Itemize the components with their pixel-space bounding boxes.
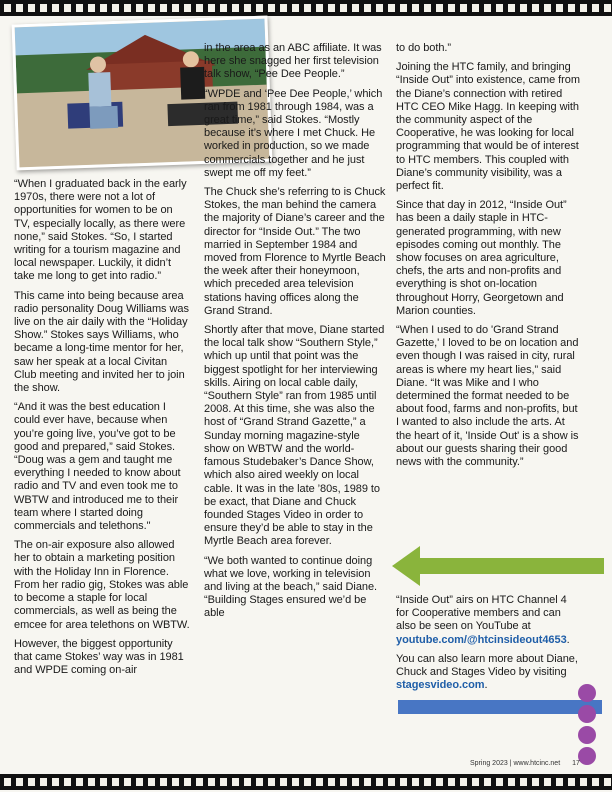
- sidebar-paragraph: “Inside Out” airs on HTC Channel 4 for Cooperative members and can also be seen on YouTube at youtube.com/@htcinsideout4653.: [396, 594, 570, 646]
- sidebar-text: You can also learn more about Diane, Chuck and Stages Video by visiting: [396, 652, 578, 679]
- sidebar-info: [396, 594, 582, 698]
- green-arrow-graphic: [392, 546, 604, 586]
- paragraph: “And it was the best education I could ever have, because when you’re going live, you’ve got to be good and prepared,” said Stokes. “Doug was a gem and taught me everything I needed to know about radio and TV and even took me to WBTW and introduced me to their team where I started doing commercials and telethons.": [14, 401, 181, 533]
- sidebar-paragraph: You can also learn more about Diane, Chuck and Stages Video by visiting stagesvideo.com.: [396, 652, 578, 692]
- filmstrip-bottom-border: [0, 774, 612, 790]
- paragraph: in the area as an ABC affiliate. It was here she snagged her first television talk show, “Pee Dee People.”: [204, 42, 382, 81]
- paragraph: Joining the HTC family, and bringing “Inside Out” into existence, came from the Diane’s connection with retired HTC CEO Mike Hagg. In keeping with the community aspect of the Cooperative, he was looking for local programming that would be of interest to HTC members. This coupled with Diane’s community visibility, was a perfect fit.: [396, 61, 580, 193]
- paragraph: “We both wanted to continue doing what we love, working in television and living at the beach,” said Diane. “Building Stages ensured we’d be able: [204, 554, 378, 620]
- paragraph: However, the biggest opportunity that came Stokes’ way was in 1981 and WPDE coming on-air: [14, 637, 184, 677]
- paragraph: The on-air exposure also allowed her to obtain a marketing position with the Holiday Inn in Florence. From her radio gig, Stokes was able to become a staple for local commercials, as well as being the emcee for area telethons on WBTW.: [14, 539, 190, 631]
- paragraph: Shortly after that move, Diane started the local talk show “Southern Style,” which up until that point was the biggest spotlight for her interviewing skills. Airing on local cable daily, “Southern Style” ran from 1985 until 2008. At this time, she was also the host of “Grand Strand Gazette,” a Sunday morning magazine-style show on WBTW and the world-famous Studebaker’s Dance Show, which also aired weekly on local cable. It was in the late ’80s, 1989 to be exact, that Diane and Chuck founded Stages Video in order to ensure they’d be able to stay in the Myrtle Beach area forever.: [204, 324, 385, 548]
- sidebar-text: “Inside Out” airs on HTC Channel 4 for Cooperative members and can also be seen on YouTube at: [396, 594, 567, 633]
- page-footer: [470, 760, 580, 767]
- stages-video-link[interactable]: stagesvideo.com: [396, 679, 485, 692]
- page-number: 17: [572, 760, 580, 767]
- paragraph: “When I graduated back in the early 1970s, there were not a lot of opportunities for women to be on TV, especially locally, as there were none,” said Stokes. “So, I started writing for a tourism magazine and local newspaper. Luckily, it didn’t take me long to get into radio.”: [14, 178, 187, 283]
- footer-issue: Spring 2023 | www.htcinc.net: [470, 760, 561, 767]
- paragraph: to do both.”: [396, 42, 452, 54]
- article-column-1: [14, 178, 190, 683]
- paragraph: “When I used to do 'Grand Strand Gazette,' I loved to be on location and even though I was raised in city, rural areas is where my heart lies,” said Diane. “It was Mike and I who determined the format needed to be about food, farms and non-profits, but I wanted to also include the arts. At the heart of it, 'Inside Out' is a show is about our guests sharing their good news with the community.”: [396, 324, 579, 469]
- youtube-link[interactable]: youtube.com/@htcinsideout4653: [396, 633, 567, 646]
- article-column-2: [204, 42, 386, 627]
- paragraph: The Chuck she’s referring to is Chuck Stokes, the man behind the camera the majority of Diane’s career and the director for “Inside Out.” The two married in September 1984 and moved from Florence to Myrtle Beach the week after their honeymoon, which preceded area television stations having offices along the Grand Strand.: [204, 186, 386, 317]
- purple-dots-decoration: [578, 684, 602, 768]
- article-column-3: [396, 42, 582, 475]
- blue-accent-bar: [398, 700, 602, 714]
- paragraph: Since that day in 2012, “Inside Out” has been a daily staple in HTC-generated programming, with new episodes coming out monthly. The show focuses on area agriculture, chefs, the arts and non-profits and everything is shot on-location throughout Horry, Georgetown and Marion counties.: [396, 199, 567, 317]
- paragraph: “WPDE and ‘Pee Dee People,’ which ran from 1981 through 1984, was a great time,” said Stokes. “Mostly because it’s where I met Chuck. He worked in production, so we made commercials together and he just swept me off my feet.”: [204, 87, 383, 179]
- filmstrip-top-border: [0, 0, 612, 16]
- paragraph: This came into being because area radio personality Doug Williams was live on the air daily with the “Holiday Show.” Stokes says Williams, who became a long-time mentor for her, saw her speak at a local Civitan Club meeting and invited her to join the show.: [14, 289, 189, 395]
